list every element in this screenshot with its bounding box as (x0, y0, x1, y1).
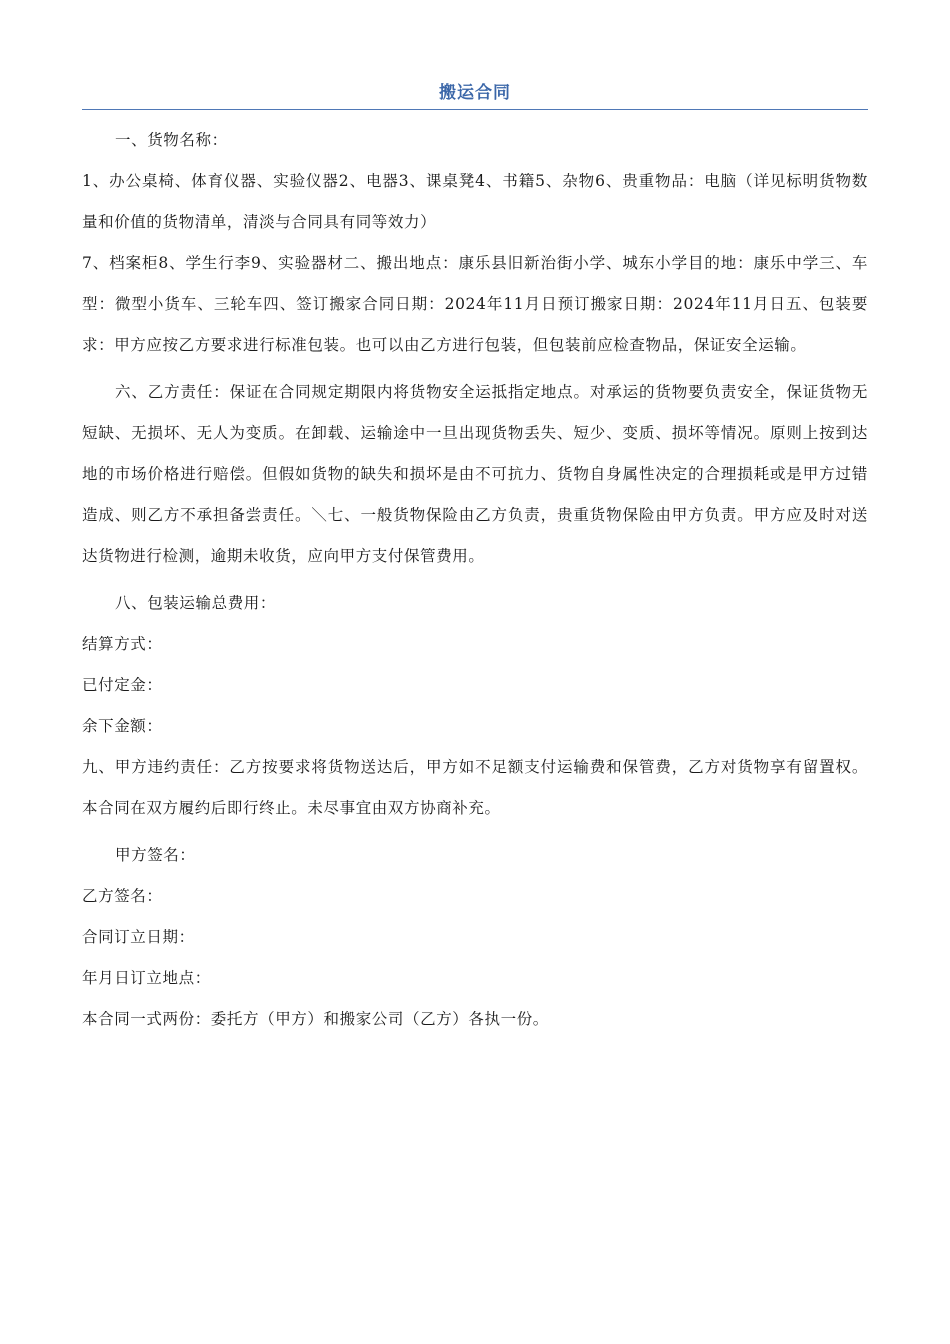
party-a-signature: 甲方签名： (115, 846, 196, 864)
signing-place: 年月日订立地点： (82, 969, 211, 987)
goods-items-paragraph-1: 1、办公桌椅、体育仪器、实验仪器2、电器3、课桌凳4、书籍5、杂物6、贵重物品：电脑（详见标明货物数量和价值的货物清单，清淡与合同具有同等效力） (82, 172, 868, 231)
section-8-heading: 八、包装运输总费用： (115, 594, 277, 612)
contract-date: 合同订立日期： (82, 928, 195, 946)
section-6-paragraph: 六、乙方责任：保证在合同规定期限内将货物安全运抵指定地点。对承运的货物要负责安全，保证货物无短缺、无损坏、无人为变质。在卸载、运输途中一旦出现货物丢失、短少、变质、损坏等情况。原则上按到达地的市场价格进行赔偿。但假如货物的缺失和损坏是由不可抗力、货物自身属性决定的合理损耗或是甲方过错造成、则乙方不承担备尝责任。＼七、一般货物保险由乙方负责，贵重货物保险由甲方负责。甲方应及时对送达货物进行检测，逾期未收货，应向甲方支付保管费用。 (82, 383, 868, 565)
section-1-heading: 一、货物名称： (115, 131, 228, 149)
section-9-paragraph: 九、甲方违约责任：乙方按要求将货物送达后，甲方如不足额支付运输费和保管费，乙方对货物享有留置权。本合同在双方履约后即行终止。未尽事宜由双方协商补充。 (82, 758, 868, 817)
document-title: 搬运合同 (439, 83, 511, 103)
deposit-paid: 已付定金： (82, 676, 163, 694)
contract-page (82, 78, 868, 1040)
title-underline (82, 109, 868, 110)
settlement-method: 结算方式： (82, 635, 163, 653)
remaining-balance: 余下金额： (82, 717, 163, 735)
copies-note: 本合同一式两份：委托方（甲方）和搬家公司（乙方）各执一份。 (82, 1010, 549, 1028)
goods-items-paragraph-2: 7、档案柜8、学生行李9、实验器材二、搬出地点：康乐县旧新治街小学、城东小学目的地：康乐中学三、车型：微型小货车、三轮车四、签订搬家合同日期：2024年11月日预订搬家日期：2024年11月日五、包装要求：甲方应按乙方要求进行标准包装。也可以由乙方进行包装，但包装前应检查物品，保证安全运输。 (82, 254, 868, 354)
party-b-signature: 乙方签名： (82, 887, 163, 905)
